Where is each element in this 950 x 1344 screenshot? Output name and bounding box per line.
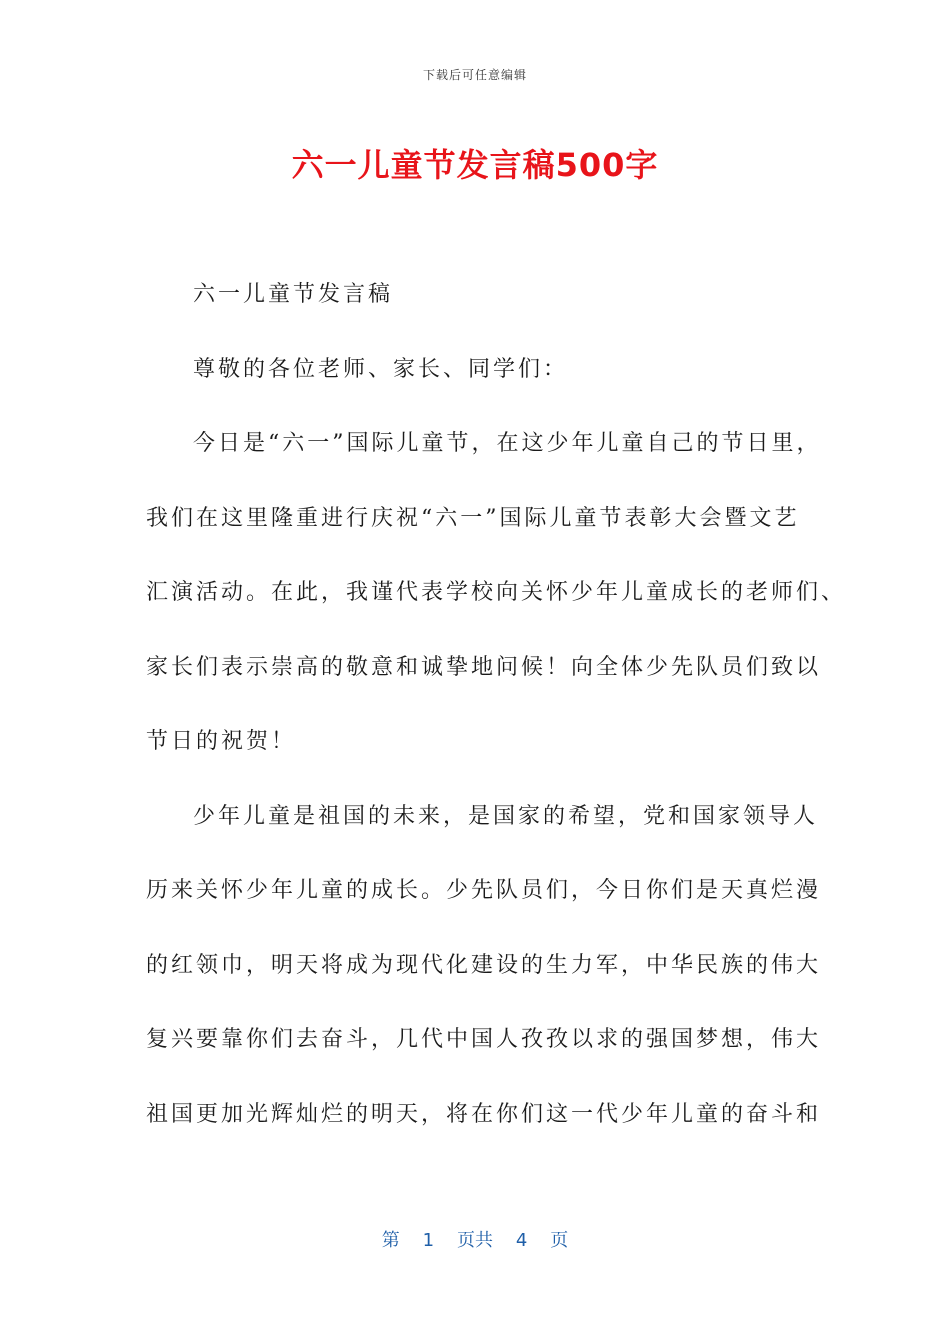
page-footer <box>0 1226 950 1252</box>
document-title: 六一儿童节发言稿500字 <box>291 146 659 184</box>
footer-middle: 页共 <box>457 1230 493 1251</box>
footer-suffix: 页 <box>550 1230 569 1251</box>
body-line: 我们在这里隆重进行庆祝“六一”国际儿童节表彰大会暨文艺 <box>146 505 800 531</box>
footer-page-number: 1 <box>422 1230 435 1251</box>
body-line: 复兴要靠你们去奋斗，几代中国人孜孜以求的强国梦想，伟大 <box>146 1027 822 1052</box>
body-line: 历来关怀少年儿童的成长。少先队员们，今日你们是天真烂漫 <box>146 878 822 903</box>
header-note: 下载后可任意编辑 <box>422 68 527 82</box>
body-line: 少年儿童是祖国的未来，是国家的希望，党和国家领导人 <box>193 803 819 829</box>
body-line: 祖国更加光辉灿烂的明天，将在你们这一代少年儿童的奋斗和 <box>146 1101 822 1127</box>
paragraph-heading: 六一儿童节发言稿 <box>193 282 394 307</box>
document-body <box>146 270 847 1164</box>
body-line: 的红领巾，明天将成为现代化建设的生力军，中华民族的伟大 <box>146 952 822 978</box>
body-line: 汇演活动。在此，我谨代表学校向关怀少年儿童成长的老师们、 <box>146 580 847 605</box>
body-line: 家长们表示崇高的敬意和诚挚地问候！向全体少先队员们致以 <box>146 654 822 680</box>
footer-total-pages: 4 <box>515 1230 528 1251</box>
body-line: 节日的祝贺！ <box>146 729 297 754</box>
salutation: 尊敬的各位老师、家长、同学们： <box>193 356 569 382</box>
body-line: 今日是“六一”国际儿童节，在这少年儿童自己的节日里， <box>193 431 822 456</box>
footer-prefix: 第 <box>381 1230 400 1251</box>
